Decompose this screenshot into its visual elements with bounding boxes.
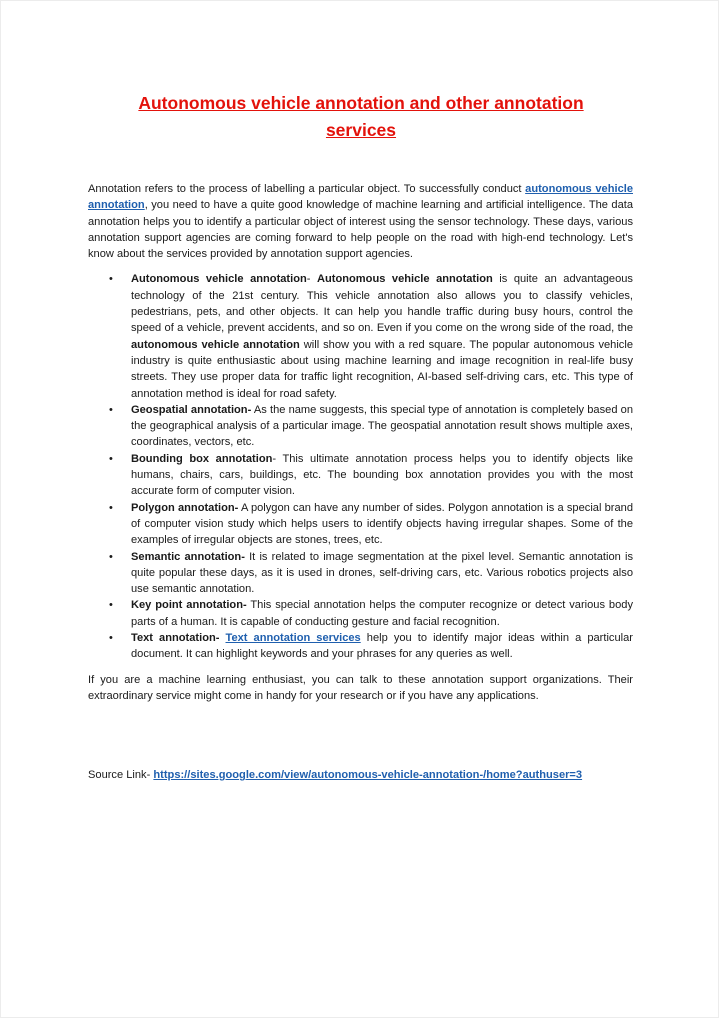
autonomous-vehicle-annotation-link[interactable]: autonomous vehicle annotation [88, 183, 633, 212]
intro-paragraph [88, 181, 633, 262]
source-label: Source Link- [88, 769, 154, 781]
list-item-key-point [88, 597, 633, 630]
intro-text-start: Annotation refers to the process of labelling a particular object. To successfully conduct [88, 183, 526, 195]
source-line [88, 767, 582, 783]
service-description-cont: will show you with a red square. The popular autonomous vehicle industry is quite enthusiastic about using machine learning and image recognition in real-life busy streets. They use proper data for traffic light recognition, AI-based self-driving cars, etc. This type of annotation method is ideal for road safety. [131, 338, 633, 400]
service-term-inline: autonomous vehicle annotation [131, 338, 300, 351]
closing-paragraph: If you are a machine learning enthusiast, you can talk to these annotation support organizations. Their extraordinary service might come in handy for your research or if you have any applications. [88, 673, 633, 702]
list-item-autonomous-vehicle [88, 271, 633, 401]
bullet-icon: • [109, 403, 113, 416]
service-description: is quite an advantageous technology of the 21st century. This vehicle annotation also allows you to classify vehicles, pedestrians, pets, and other objects. It can help you handle traffic during busy hours, control the speed of a vehicle, prevent accidents, and so on. Even if you come on the wrong side of the road, the [131, 273, 633, 335]
bullet-icon: • [109, 599, 113, 612]
service-term: Autonomous vehicle annotation [131, 273, 307, 286]
service-term: Geospatial annotation- [131, 403, 252, 416]
service-term: Semantic annotation- [131, 550, 245, 563]
bullet-icon: • [109, 632, 113, 645]
service-description: As the name suggests, this special type of annotation is completely based on the geographical analysis of a particular image. The geospatial annotation result shows multiple axes, coordinates, vectors, etc. [131, 403, 633, 449]
bullet-icon: • [109, 501, 113, 514]
bullet-icon: • [109, 550, 113, 563]
text-annotation-services-link[interactable]: Text annotation services [225, 632, 361, 645]
service-separator: - [306, 273, 317, 286]
list-item-semantic [88, 549, 633, 598]
bullet-icon: • [109, 273, 113, 286]
service-description: This special annotation helps the computer recognize or detect various body parts of a human. It is capable of conducting gesture and facial recognition. [131, 599, 633, 628]
service-description: A polygon can have any number of sides. Polygon annotation is a special brand of computer vision study which helps users to identify objects having irregular shapes. Some of the examples of irregular objects are stones, trees, etc. [131, 501, 633, 547]
service-description: help you to identify major ideas within a particular document. It can highlight keywords and your phrases for any queries as well. [131, 632, 633, 661]
document-title: Autonomous vehicle annotation and other annotation services [138, 93, 584, 140]
service-term: Text annotation- [131, 632, 220, 645]
service-term: Bounding box annotation [131, 452, 273, 465]
service-description: - This ultimate annotation process helps you to identify objects like humans, chairs, cars, buildings, etc. The bounding box annotation provides you with the most accurate form of computer vision. [131, 452, 633, 498]
intro-text-end: , you need to have a quite good knowledge of machine learning and artificial intelligence. The data annotation helps you to identify a particular object of interest using the sensor technology. These days, various annotation support agencies are coming forward to help people on the road with high-end technology. Let's know about the services provided by annotation support agencies. [88, 199, 633, 261]
service-term: Polygon annotation- [131, 501, 239, 514]
source-url-link[interactable]: https://sites.google.com/view/autonomous-vehicle-annotation-/home?authuser=3 [153, 769, 583, 781]
list-item-text-annotation [88, 630, 633, 663]
list-item-bounding-box [88, 451, 633, 500]
bullet-icon: • [109, 452, 113, 465]
service-term: Key point annotation- [131, 599, 247, 612]
services-list [88, 271, 633, 662]
service-description: It is related to image segmentation at the pixel level. Semantic annotation is quite popular these days, as it is used in drones, self-driving cars, etc. Various robotics projects also use semantic annotation. [131, 550, 633, 596]
list-item-polygon [88, 500, 633, 549]
service-term-repeat: Autonomous vehicle annotation [317, 273, 493, 286]
list-item-geospatial [88, 402, 633, 451]
document-body [88, 181, 633, 704]
